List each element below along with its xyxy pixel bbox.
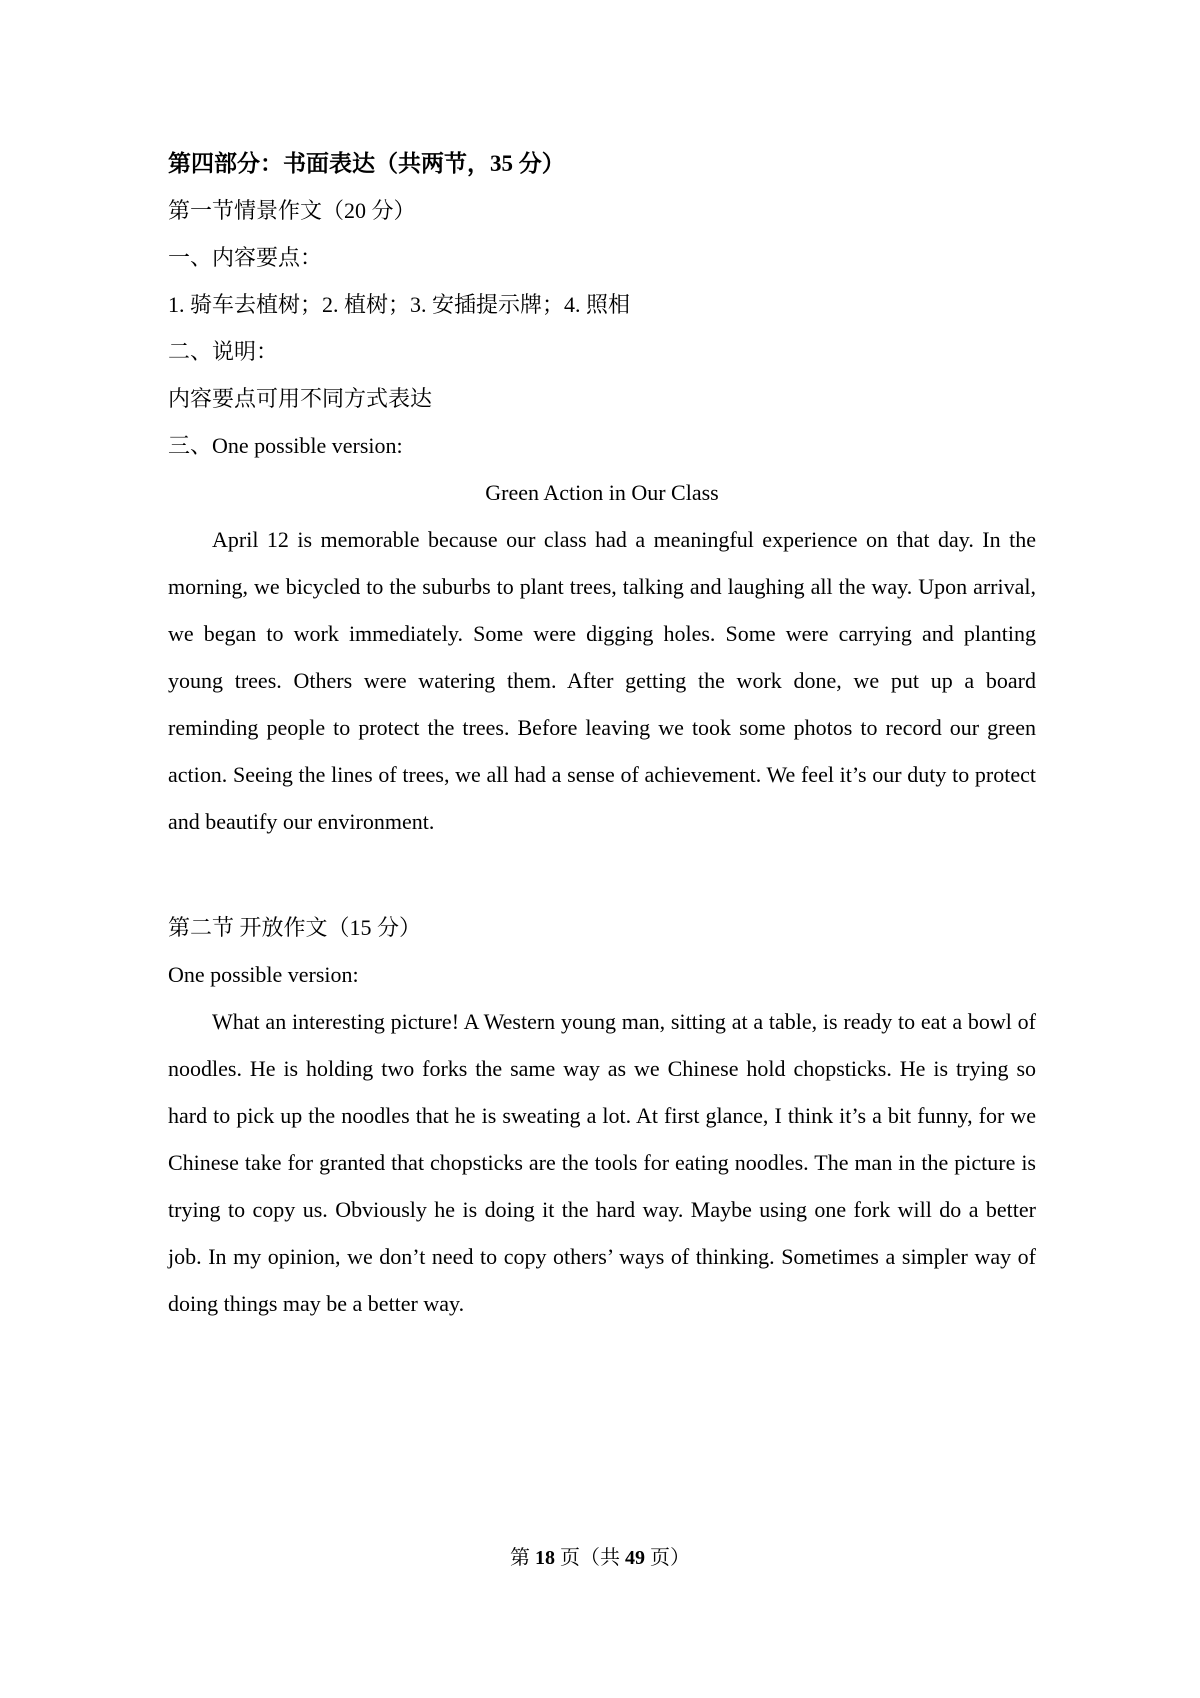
section1-notes-label: 二、说明： <box>168 339 279 364</box>
section1-points-label: 一、内容要点： <box>168 245 323 270</box>
footer-text-middle: 页（共 <box>555 1547 625 1569</box>
section2-heading: 第二节 开放作文（15 分） <box>168 915 422 940</box>
footer-text-suffix: 页） <box>645 1547 690 1569</box>
page-content <box>168 140 1036 1327</box>
footer-page-number: 18 <box>535 1547 555 1569</box>
essay1-title: Green Action in Our Class <box>485 480 719 505</box>
footer-total-pages: 49 <box>625 1547 645 1569</box>
essay2-body: What an interesting picture! A Western young man, sitting at a table, is ready to eat a bowl of noodles. He is holding two forks the same way as we Chinese hold chopsticks. He is trying so hard to pick up the noodles that he is sweating a lot. At first glance, I think it’s a bit funny, for we Chinese take for granted that chopsticks are the tools for eating noodles. The man in the picture is trying to copy us. Obviously he is doing it the hard way. Maybe using one fork will do a better job. In my opinion, we don’t need to copy others’ ways of thinking. Sometimes a simpler way of doing things may be a better way. <box>168 1009 1036 1316</box>
section1-points-list: 1. 骑车去植树；2. 植树；3. 安插提示牌；4. 照相 <box>168 292 631 317</box>
part4-heading: 第四部分：书面表达（共两节，35 分） <box>168 151 565 176</box>
page-footer <box>0 1545 1200 1571</box>
section1-version-label: 三、One possible version: <box>168 433 403 458</box>
section1-heading: 第一节情景作文（20 分） <box>168 198 416 223</box>
footer-text-prefix: 第 <box>510 1547 535 1569</box>
section2-version-label: One possible version: <box>168 962 359 987</box>
section1-notes-text: 内容要点可用不同方式表达 <box>168 386 433 411</box>
essay1-body: April 12 is memorable because our class had a meaningful experience on that day. In the morning, we bicycled to the suburbs to plant trees, talking and laughing all the way. Upon arrival, we began to work immediately. Some were digging holes. Some were carrying and planting young trees. Others were watering them. After getting the work done, we put up a board reminding people to protect the trees. Before leaving we took some photos to record our green action. Seeing the lines of trees, we all had a sense of achievement. We feel it’s our duty to protect and beautify our environment. <box>168 527 1036 834</box>
section-gap <box>168 845 1036 904</box>
